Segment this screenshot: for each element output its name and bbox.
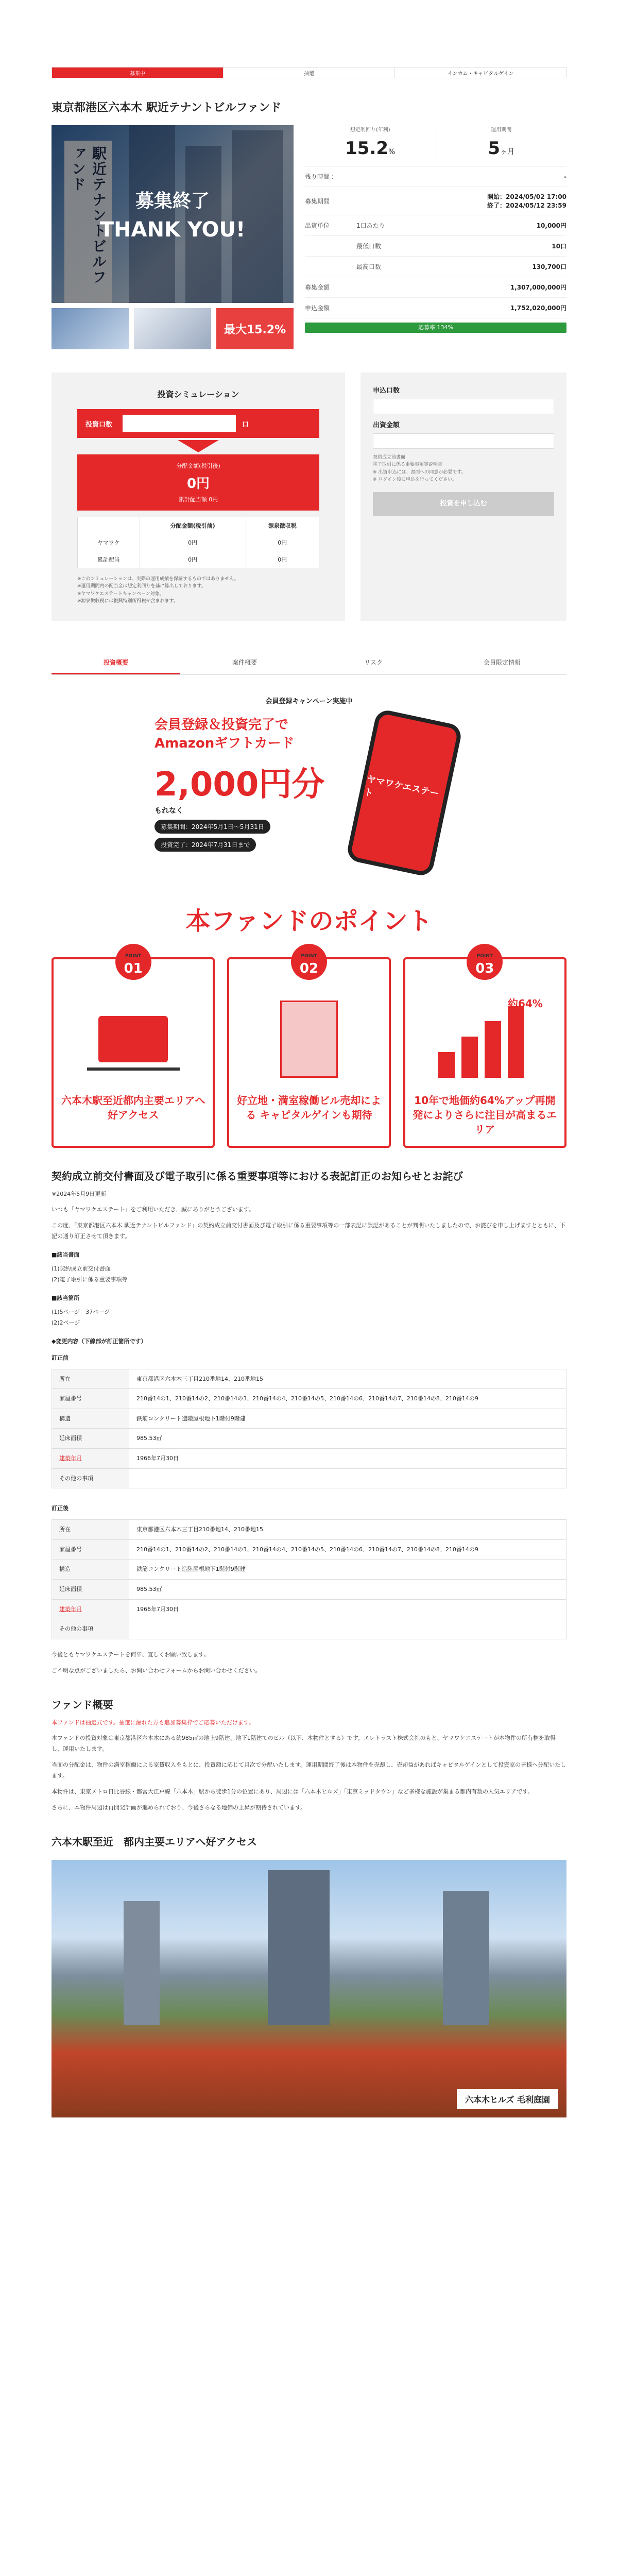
max-row: 最高口数 130,700口 [305, 257, 566, 277]
phone-illustration: ヤマワケエステート [346, 708, 464, 877]
spec-table-before [52, 1369, 566, 1489]
doc-checkbox[interactable]: 電子取引に係る重要事項等説明書 [373, 462, 443, 468]
apply-amount-field [373, 433, 554, 449]
table-row: 延床面積 985.53㎡ [52, 1580, 566, 1600]
investment-simulation [52, 372, 345, 621]
table-row: 構造 鉄筋コンクリート造陸屋根地下1階付9階建 [52, 1560, 566, 1580]
building-icon [251, 995, 367, 1083]
closed-overlay [52, 125, 294, 303]
table-row: 延床面積 985.53㎡ [52, 1429, 566, 1449]
train-icon [75, 995, 191, 1083]
simulation-area [52, 372, 566, 621]
fund-summary [52, 125, 566, 349]
correction-notice: 契約成立前交付書面及び電子取引に係る重要事項等における表記訂正のお知らせとお詫び ※2024年5月9日更新 いつも「ヤマワケエステート」をご利用いただき、誠にありがとうございます。 この度、「東京都港区六本木 駅近テナントビルファンド」の契約成立前交付書面及び電子取引に係る重要事項等の一部表記に誤記があることが判明いたしましたので、お詫びを申し上げますとともに、下記の通り訂正させて頂きます。 ■該当書面 (1)契約成立前交付書面 (2)電子取引に係る重要事項等 ■該当箇所 (1)5ページ 37ページ (2)2ページ ◆変更内容（下線部が訂正箇所です） 訂正前 所在 東京都港区六本木三丁目210番地14、210番地15 家屋番号 210番14の1、210番14の2、210番14の3、210番14の4、210番14の5、210番14の6、210番14の7、210番14の8、210番14の9 構造 鉄筋コンクリート造陸屋根地下1階付9階建 延床面積 985.53㎡ 建築年月 1966年7月30日 その他の事項 訂正後 所在 東京都港区六本木三丁目210番地14、210番地15 家屋番号 210番14の1、210番14の2、210番14の3、210番14の4、210番14の5、210番14の6、210番14の7、210番14の8、210番14の9 構造 鉄筋コンクリート造陸屋根地下1階付9階建 延床面積 985.53㎡ 建築年月 1966年7月30日 その他の事項 今後ともヤマワケエステートを何卒、宜しくお願い致します。 ご不明な点がございましたら、お問い合わせフォームからお問い合わせください。 [52, 1168, 566, 1676]
sim-table: 分配金額(税引前) 源泉徴収税 ヤマワケ 0円 0円 累計配当 0円 0円 [77, 517, 319, 568]
sim-input-row: 投資口数 口 [77, 409, 319, 438]
table-row: 累計配当 0円 0円 [78, 551, 319, 568]
apply-quantity-input[interactable] [373, 399, 554, 414]
period-value: 5ヶ月 [488, 138, 515, 159]
step-income: インカム・キャピタルゲイン [447, 71, 514, 77]
thumbnail-2[interactable] [134, 308, 211, 349]
remaining-row: 残り時間 : - [305, 166, 566, 187]
metrics [305, 125, 566, 166]
point-card-1: POINT 01 六本木駅至近都内主要エリアへ好アクセス [52, 957, 215, 1148]
tab-risk[interactable]: リスク [364, 658, 383, 666]
table-row: 家屋番号 210番14の1、210番14の2、210番14の3、210番14の4、210番14の5、210番14の6、210番14の7、210番14の8、210番14の9 [52, 1539, 566, 1560]
period-metric [436, 125, 567, 159]
thumbnail-3[interactable]: 最大15.2% [216, 308, 294, 349]
point-card-2: POINT 02 好立地・満室稼働ビル売却による キャピタルゲインも期待 [227, 957, 390, 1148]
table-row: 構造 鉄筋コンクリート造陸屋根地下1階付9階建 [52, 1409, 566, 1429]
point-badge: POINT 02 [291, 944, 327, 980]
raise-row: 募集金額 1,307,000,000円 [305, 277, 566, 298]
period-row: 募集期間 開始：2024/05/02 17:00 終了：2024/05/12 23:59 [305, 187, 566, 215]
step-lottery: 抽選 [224, 67, 395, 78]
sim-quantity-input[interactable] [123, 415, 236, 432]
sim-notes: ※このシミュレーションは、実際の運用成績を保証するものではありません。 ※運用期間内の配当金は想定利回りを基に算出しております。 ※ヤマワケエステートキャンペーン対象。 ※源泉徴収税には復興特別所得税が含まれます。 [77, 577, 239, 604]
applied-row: 申込金額 1,752,020,000円 [305, 298, 566, 318]
fund-overview: ファンド概要 本ファンドは抽選式です。抽選に漏れた方も追加募集枠でご応募いただけます。 本ファンドの投資対象は東京都港区六本木にある約985㎡の地上9階建、地下1階建てのビル（以下、本物件とする）です。エレトラスト株式会社のもと、ヤマワケエステートが本物件の所有権を取得し、運用いたします。 当面の分配金は、物件の満室稼働による家賃収入をもとに、投資額に応じて月次で分配いたします。運用期間終了後は本物件を売却し、売却益があればキャピタルゲインとして投資家の皆様へ分配いたします。 本物件は、東京メトロ日比谷線・都営大江戸線「六本木」駅から徒歩1分の位置にあり、周辺には「六本木ヒルズ」「東京ミッドタウン」など多様な施設が集まる都内有数の人気エリアです。 さらに、本物件周辺は再開発計画が進められており、今後さらなる地価の上昇が期待されています。 [52, 1697, 566, 1814]
access-heading: 六本木駅至近 都内主要エリアへ好アクセス [52, 1835, 257, 1848]
yield-value: 15.2% [345, 138, 396, 159]
spec-table-after [52, 1519, 566, 1639]
step-recruiting: 募集中 [52, 67, 224, 78]
thanks-label: THANK YOU! [99, 218, 246, 242]
photo-caption: 六本木ヒルズ 毛利庭園 [457, 2089, 558, 2109]
content-tabs [52, 652, 566, 675]
table-row: その他の事項 [52, 1619, 566, 1639]
sim-result-value: 0円 [186, 476, 210, 492]
period-label: 運用期間 [491, 127, 512, 133]
unit-row: 出資単位 1口あたり 10,000円 [305, 215, 566, 236]
point-badge: POINT 03 [467, 944, 503, 980]
points-list [52, 954, 566, 1148]
fund-title: 東京都港区六本木 駅近テナントビルファンド [52, 101, 282, 114]
table-row: 所在 東京都港区六本木三丁目210番地14、210番地15 [52, 1520, 566, 1540]
application-progress-bar: 応募率 134% [305, 323, 566, 333]
gallery [52, 125, 294, 349]
application-panel: 申込口数 出資金額 契約成立前書面 電子取引に係る重要事項等説明書 ※ 出資申込には、書面への同意が必要です。 ※ ログイン後に申込を行ってください。 投資を申し込む [360, 372, 566, 621]
roppongi-photo [52, 1860, 566, 2117]
table-row: 所在 東京都港区六本木三丁目210番地14、210番地15 [52, 1369, 566, 1389]
point-badge: POINT 01 [115, 944, 151, 980]
sim-arrow-icon [178, 440, 219, 452]
page-container [52, 67, 566, 2117]
sim-title: 投資シミュレーション [157, 389, 239, 399]
tab-members[interactable]: 会員限定情報 [483, 658, 521, 666]
closed-label: 募集終了 [135, 191, 210, 212]
table-row: 建築年月 1966年7月30日 [52, 1599, 566, 1619]
sim-result: 分配金額(税引後) 0円 累計配当額 0円 [77, 454, 319, 511]
tab-project[interactable]: 案件概要 [232, 658, 257, 666]
campaign-banner[interactable]: 会員登録＆投資完了でAmazonギフトカード 2,000円分 もれなく 募集期間：2024年5月1日～5月31日 投資完了：2024年7月31日まで ヤマワケエステート [154, 716, 464, 891]
table-row: 建築年月 1966年7月30日 [52, 1449, 566, 1469]
yield-label: 想定利回り(年利) [350, 127, 390, 133]
progress-steps [52, 67, 566, 78]
hero-vertical-title: 駅近テナントビルファンド [64, 141, 112, 303]
notice-heading: 契約成立前交付書面及び電子取引に係る重要事項等における表記訂正のお知らせとお詫び [52, 1170, 464, 1182]
contact-link[interactable]: ご不明な点がございましたら、お問い合わせフォームからお問い合わせください。 [52, 1667, 261, 1674]
hero-image[interactable] [52, 125, 294, 303]
overview-heading: ファンド概要 [52, 1698, 113, 1711]
points-title: 本ファンドのポイント [185, 906, 433, 936]
fund-info [305, 125, 566, 349]
min-row: 最低口数 10口 [305, 236, 566, 257]
yield-metric [305, 125, 436, 159]
tab-overview[interactable]: 投資概要 [52, 652, 180, 674]
table-row: ヤマワケ 0円 0円 [78, 534, 319, 551]
thumbnail-1[interactable] [52, 308, 129, 349]
campaign-heading: 会員登録キャンペーン実施中 [265, 697, 353, 705]
point-card-3: POINT 03 約64% 10年で地価約64%アップ再開発によりさらに注目が高まるエリア [403, 957, 566, 1148]
table-row: その他の事項 [52, 1468, 566, 1488]
table-row: 家屋番号 210番14の1、210番14の2、210番14の3、210番14の4、210番14の5、210番14の6、210番14の7、210番14の8、210番14の9 [52, 1389, 566, 1409]
access-section [52, 1834, 566, 2117]
apply-button[interactable]: 投資を申し込む [373, 492, 554, 516]
growth-chart-icon: 約64% [427, 995, 543, 1083]
thumbnail-strip [52, 308, 294, 349]
